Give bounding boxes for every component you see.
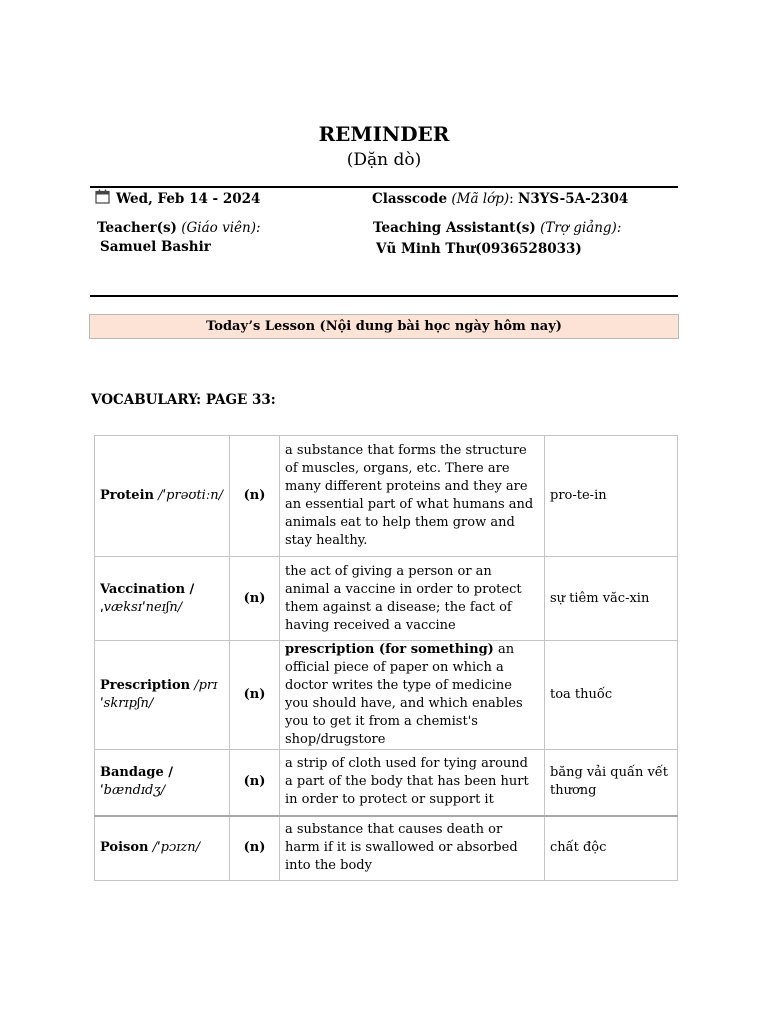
page-title: REMINDER <box>318 122 450 146</box>
definition-text: an official piece of paper on which a doctor writes the type of medicine you should have, and which enables you to get it from a chemist's shop/drugstore <box>285 642 523 747</box>
vietnamese-translation: băng vải quấn vết thương <box>545 750 678 816</box>
page-subtitle: (Dặn dò) <box>346 150 422 170</box>
table-row <box>95 436 678 557</box>
word-cell <box>95 816 230 881</box>
definition-cell <box>280 641 545 750</box>
part-of-speech: (n) <box>230 641 280 750</box>
classcode-colon: : <box>509 191 514 207</box>
definition-cell <box>280 557 545 641</box>
definition-text: a strip of cloth used for tying around a part of the body that has been hurt in order to protect or support it <box>285 756 529 808</box>
classcode <box>372 191 628 207</box>
vocab-word: Bandage / <box>100 765 174 781</box>
vietnamese-translation: chất độc <box>545 816 678 881</box>
part-of-speech: (n) <box>230 436 280 557</box>
part-of-speech: (n) <box>230 816 280 881</box>
part-of-speech: (n) <box>230 750 280 816</box>
vocabulary-table <box>94 435 678 881</box>
word-cell <box>95 750 230 816</box>
definition-cell <box>280 750 545 816</box>
vocab-ipa: ˈbændɪdʒ/ <box>100 783 166 799</box>
classcode-vn-label: (Mã lớp) <box>451 191 510 207</box>
vocab-word: Poison <box>100 840 149 856</box>
vocab-word: Vaccination / <box>100 581 195 597</box>
word-cell <box>95 436 230 557</box>
table-row <box>95 557 678 641</box>
word-cell <box>95 641 230 750</box>
classcode-value: N3YS-5A-2304 <box>518 191 629 207</box>
teacher-vn-label: (Giáo viên): <box>181 220 261 236</box>
vocab-ipa: /prɪ ˈskrɪpʃn/ <box>100 678 218 711</box>
ta-label-row <box>373 220 621 236</box>
vocab-word: Protein <box>100 488 154 503</box>
definition-cell <box>280 436 545 557</box>
vocab-ipa: /ˈpɔɪzn/ <box>152 840 201 856</box>
vocab-ipa: /ˈprəʊtiːn/ <box>158 488 223 503</box>
table-row <box>95 750 678 816</box>
definition-text: a substance that forms the structure of muscles, organs, etc. There are many different proteins and they are an essential part of what humans and animals eat to help them grow and stay healthy. <box>285 443 534 548</box>
part-of-speech: (n) <box>230 557 280 641</box>
top-divider <box>90 186 678 188</box>
vocabulary-heading: VOCABULARY: PAGE 33: <box>91 392 276 408</box>
vocab-word: Prescription <box>100 678 191 693</box>
ta-vn-label: (Trợ giảng): <box>540 220 622 236</box>
lesson-date: Wed, Feb 14 - 2024 <box>116 191 261 207</box>
calendar-icon <box>95 189 110 204</box>
teacher-name: Samuel Bashir <box>100 239 211 255</box>
definition-text: a substance that causes death or harm if it is swallowed or absorbed into the body <box>285 822 518 874</box>
vietnamese-translation: sự tiêm văc-xin <box>545 557 678 641</box>
definition-cell <box>280 816 545 881</box>
word-cell <box>95 557 230 641</box>
lesson-banner: Today’s Lesson (Nội dung bài học ngày hôm nay) <box>89 314 679 339</box>
ta-label: Teaching Assistant(s) <box>373 220 536 236</box>
table-row <box>95 816 678 881</box>
table-row <box>95 641 678 750</box>
definition-keyword: prescription (for something) <box>285 642 494 657</box>
teacher-label: Teacher(s) <box>97 220 177 236</box>
vocab-ipa: ˌvæksɪˈneɪʃn/ <box>100 599 183 615</box>
vietnamese-translation: toa thuốc <box>545 641 678 750</box>
classcode-label: Classcode <box>372 191 448 207</box>
bottom-divider <box>90 295 678 297</box>
teacher-label-row <box>97 220 261 236</box>
vietnamese-translation: pro-te-in <box>545 436 678 557</box>
definition-text: the act of giving a person or an animal a vaccine in order to protect them against a disease; the fact of having received a vaccine <box>285 563 522 633</box>
ta-name: Vũ Minh Thư(0936528033) <box>376 241 582 257</box>
